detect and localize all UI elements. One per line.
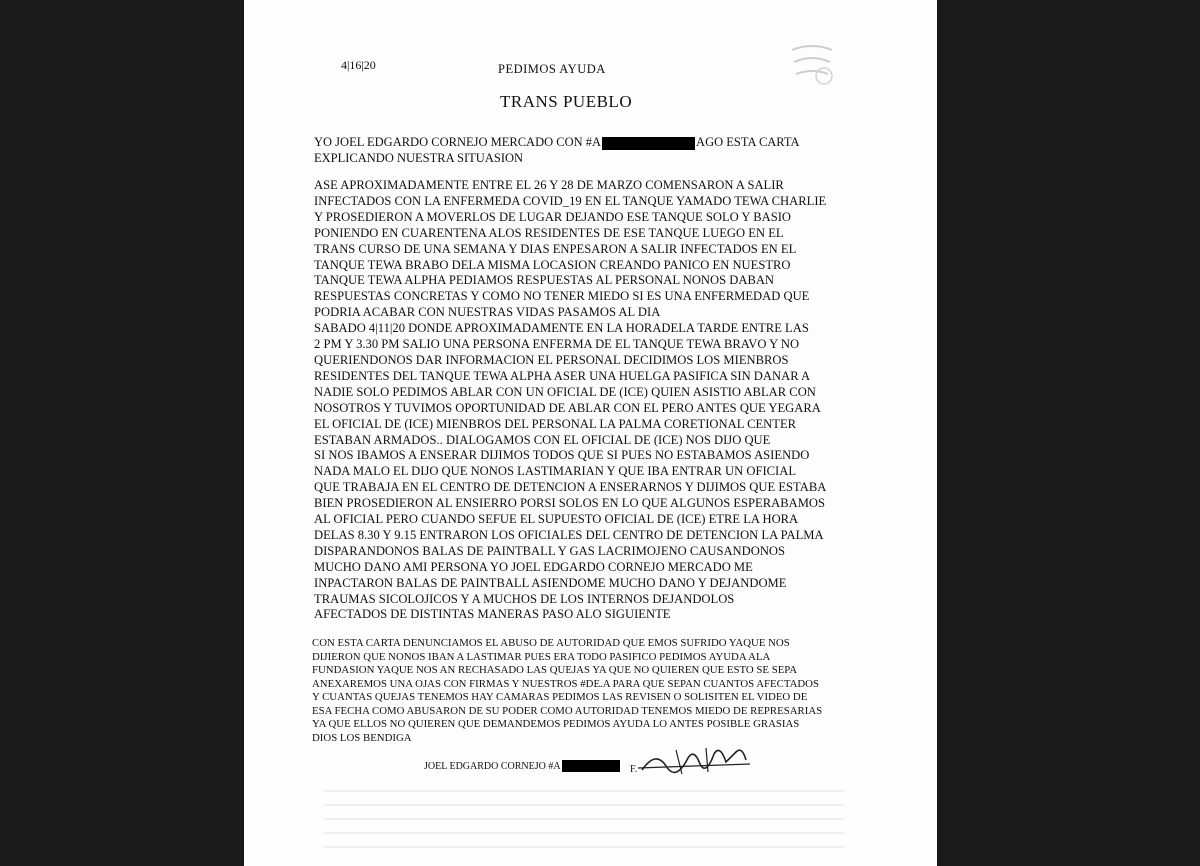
body-line: TANQUE TEWA ALPHA PEDIAMOS RESPUESTAS AL PERSONAL NONOS DABAN (314, 273, 775, 288)
body-line: ESTABAN ARMADOS.. DIALOGAMOS CON EL OFICIAL DE (ICE) NOS DIJO QUE (314, 432, 771, 447)
body-line: EL OFICIAL DE (ICE) MIENBROS DEL PERSONAL LA PALMA CORETIONAL CENTER (314, 416, 797, 431)
redaction-bar (562, 760, 620, 772)
body-line: RESPUESTAS CONCRETAS Y COMO NO TENER MIEDO SI ES UNA ENFERMEDAD QUE (314, 289, 810, 304)
body-paragraph (314, 178, 894, 623)
body-line: INFECTADOS CON LA ENFERMEDA COVID_19 EN EL TANQUE YAMADO TEWA CHARLIE (314, 193, 827, 208)
faint-stamp-icon (782, 40, 842, 90)
body-line: RESIDENTES DEL TANQUE TEWA ALPHA ASER UNA HUELGA PASIFICA SIN DANAR A (314, 368, 811, 383)
intro-text-end: AGO ESTA CARTA (696, 135, 800, 149)
closing-line: ANEXAREMOS UNA OJAS CON FIRMAS Y NUESTROS #DE.A PARA QUE SEPAN CUANTOS AFECTADOS (312, 677, 819, 690)
body-line: SABADO 4|11|20 DONDE APROXIMADAMENTE EN LA HORADELA TARDE ENTRE LAS (314, 321, 809, 336)
redaction-bar (602, 137, 695, 150)
body-line: QUERIENDONOS DAR INFORMACION EL PERSONAL DECIDIMOS LOS MIENBROS (314, 352, 789, 367)
body-line: QUE TRABAJA EN EL CENTRO DE DETENCION A ENSERARNOS Y DIJIMOS QUE ESTABA (314, 480, 827, 495)
closing-line: ESA FECHA COMO ABUSARON DE SU PODER COMO AUTORIDAD TENEMOS MIEDO DE REPRESARIAS (312, 704, 823, 717)
body-line: PONIENDO EN CUARENTENA ALOS RESIDENTES DE ESE TANQUE LUEGO EN EL (314, 225, 784, 240)
closing-line: Y CUANTAS QUEJAS TENEMOS HAY CAMARAS PEDIMOS LAS REVISEN O SOLISITEN EL VIDEO DE (312, 691, 808, 703)
body-line: NADA MALO EL DIJO QUE NONOS LASTIMARIAN Y QUE IBA ENTRAR UN OFICIAL (314, 464, 797, 479)
body-line: 2 PM Y 3.30 PM SALIO UNA PERSONA ENFERMA DE EL TANQUE TEWA BRAVO Y NO (314, 337, 800, 352)
letter-date: 4|16|20 (341, 58, 376, 72)
body-line: DELAS 8.30 Y 9.15 ENTRARON LOS OFICIALES DEL CENTRO DE DETENCION LA PALMA (314, 527, 824, 542)
closing-line: YA QUE ELLOS NO QUIEREN QUE DEMANDEMOS PEDIMOS AYUDA LO ANTES POSIBLE GRASIAS (312, 718, 800, 730)
closing-line: DIOS LOS BENDIGA (312, 731, 412, 744)
body-line: DISPARANDONOS BALAS DE PAINTBALL Y GAS LACRIMOJENO CAUSANDONOS (314, 543, 786, 558)
body-line: AFECTADOS DE DISTINTAS MANERAS PASO ALO SIGUIENTE (314, 607, 671, 622)
closing-line: CON ESTA CARTA DENUNCIAMOS EL ABUSO DE AUTORIDAD QUE EMOS SUFRIDO YAQUE NOS (312, 637, 790, 649)
body-line: BIEN PROSEDIERON AL ENSIERRO PORSI SOLOS EN LO QUE ALGUNOS ESPERABAMOS (314, 496, 826, 511)
body-line: TRANS CURSO DE UNA SEMANA Y DIAS ENPESARON A SALIR INFECTADOS EN EL (314, 241, 797, 256)
body-line: MUCHO DANO AMI PERSONA YO JOEL EDGARDO CORNEJO MERCADO ME (314, 559, 753, 574)
signature-label: F. (630, 764, 638, 775)
closing-line: FUNDASION YAQUE NOS AN RECHASADO LAS QUEJAS YA QUE NO QUIEREN QUE ESTO SE SEPA (312, 664, 798, 676)
body-line: ASE APROXIMADAMENTE ENTRE EL 26 Y 28 DE MARZO COMENSARON A SALIR (314, 178, 784, 192)
body-line: TANQUE TEWA BRABO DELA MISMA LOCASION CREANDO PANICO EN NUESTRO (314, 257, 791, 272)
letter-heading: PEDIMOS AYUDA (498, 62, 606, 76)
body-line: TRAUMAS SICOLOJICOS Y A MUCHOS DE LOS INTERNOS DEJANDOLOS (314, 591, 735, 606)
letter-title: TRANS PUEBLO (500, 92, 633, 111)
intro-line-1 (314, 134, 874, 150)
handwritten-signature-icon (636, 740, 756, 780)
body-line: PODRIA ACABAR CON NUESTRAS VIDAS PASAMOS AL DIA (314, 305, 661, 320)
signature-name-block (424, 760, 620, 772)
intro-paragraph (314, 134, 874, 166)
closing-paragraph (312, 637, 892, 745)
body-line: AL OFICIAL PERO CUANDO SEFUE EL SUPUESTO OFICIAL DE (ICE) ETRE LA HORA (314, 512, 799, 527)
body-line: INPACTARON BALAS DE PAINTBALL ASIENDOME MUCHO DANO Y DEJANDOME (314, 575, 787, 590)
body-line: SI NOS IBAMOS A ENSERAR DIJIMOS TODOS QUE SI PUES NO ESTABAMOS ASIENDO (314, 448, 810, 463)
scanned-letter-page (244, 0, 937, 866)
body-line: NOSOTROS Y TUVIMOS OPORTUNIDAD DE ABLAR CON EL PERO ANTES QUE YEGARA (314, 400, 821, 415)
intro-line-2: EXPLICANDO NUESTRA SITUASION (314, 151, 524, 165)
body-line: NADIE SOLO PEDIMOS ABLAR CON UN OFICIAL DE (ICE) QUIEN ASISTIO ABLAR CON (314, 384, 816, 399)
closing-line: DIJIERON QUE NONOS IBAN A LASTIMAR PUES ERA TODO PASIFICO PEDIMOS AYUDA ALA (312, 650, 771, 663)
bleed-through-texture (324, 790, 844, 850)
signer-name: JOEL EDGARDO CORNEJO #A (424, 760, 561, 772)
intro-text-start: YO JOEL EDGARDO CORNEJO MERCADO CON #A (314, 135, 602, 149)
body-line: Y PROSEDIERON A MOVERLOS DE LUGAR DEJANDO ESE TANQUE SOLO Y BASIO (314, 209, 791, 224)
